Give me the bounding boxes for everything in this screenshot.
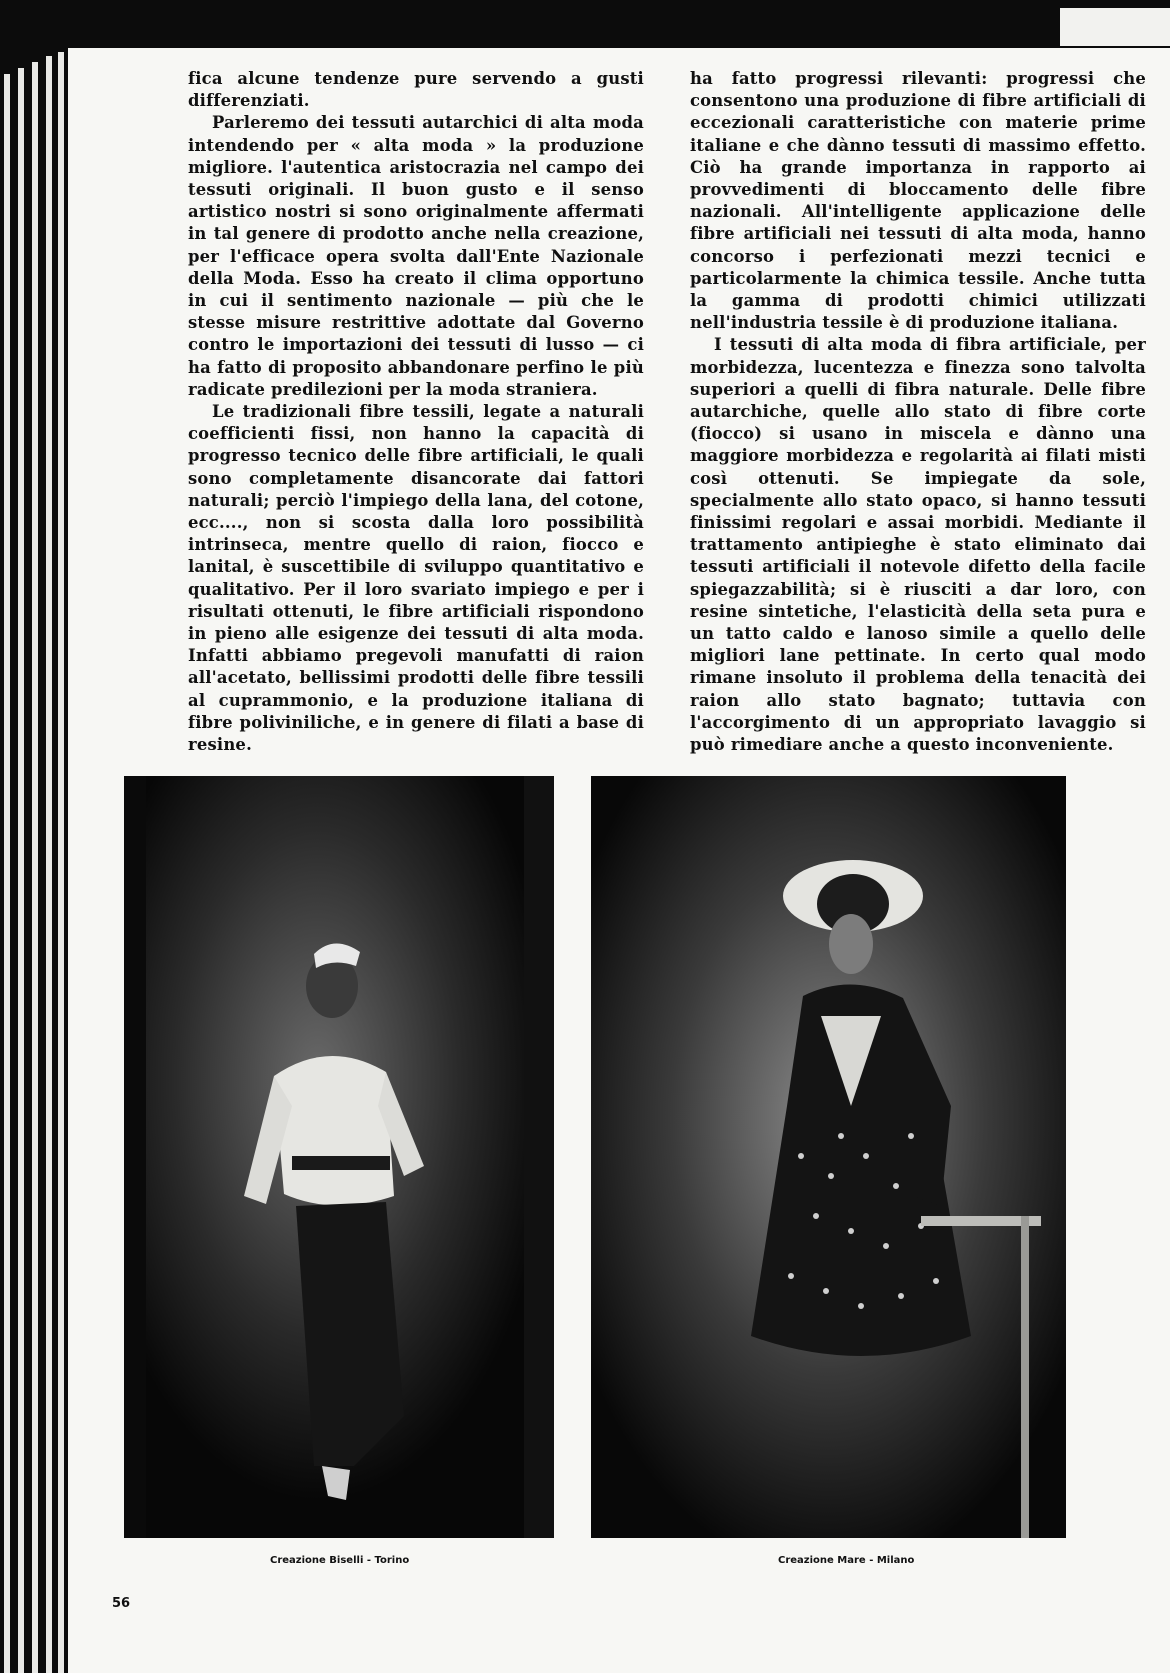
page-number: 56 <box>112 1596 131 1611</box>
fashion-photo-right <box>591 776 1066 1538</box>
left-text-column <box>188 68 644 756</box>
fashion-photo-left <box>124 776 554 1538</box>
page-edge <box>18 68 24 1673</box>
page-edge <box>58 52 64 1673</box>
paragraph: fica alcune tendenze pure servendo a gusti differenziati. <box>188 69 644 111</box>
paragraph: I tessuti di alta moda di fibra artificiale, per morbidezza, lucentezza e finezza sono talvolta superiori a quelli di fibra naturale. Delle fibre autarchiche, quelle allo stato di fibre corte (fiocco) si usano in miscela e dànno una maggiore morbidezza e regolarità ai filati misti così ottenuti. Se impiegate da sole, specialmente allo stato opaco, si hanno tessuti finissimi regolari e assai morbidi. Mediante il trattamento antipieghe è stato eliminato dai tessuti artificiali il notevole difetto della facile spiegazzabilità; si è riusciti a dar loro, con resine sintetiche, l'elasticità della seta pura e un tatto caldo e lanoso simile a quello delle migliori lane pettinate. In certo qual modo rimane insoluto il problema della tenacità dei raion allo stato bagnato; tuttavia con l'accorgimento di un appropriato lavaggio si può rimediare anche a questo inconveniente. <box>690 335 1146 755</box>
photo-caption-left: Creazione Biselli - Torino <box>270 1555 410 1566</box>
paragraph: ha fatto progressi rilevanti: progressi che consentono una produzione di fibre artificiali di eccezionali caratteristiche con materie prime italiane e che dànno tessuti di massimo effetto. Ciò ha grande importanza in rapporto ai provvedimenti di bloccamento delle fibre nazionali. All'intelligente applicazione delle fibre artificiali nei tessuti di alta moda, hanno concorso i perfezionati mezzi tecnici e particolarmente la chimica tessile. Anche tutta la gamma di prodotti chimici utilizzati nell'industria tessile è di produzione italiana. <box>690 69 1146 333</box>
page-edge <box>4 74 10 1673</box>
fashion-photo-right-image <box>591 776 1066 1538</box>
scan-edge-tab <box>1060 8 1170 46</box>
photo-caption-right: Creazione Mare - Milano <box>778 1555 915 1566</box>
page-edge <box>32 62 38 1673</box>
paragraph: Parleremo dei tessuti autarchici di alta moda intendendo per « alta moda » la produzione migliore. l'autentica aristocrazia nel campo dei tessuti originali. Il buon gusto e il senso artistico nostri si sono originalmente affermati in tal genere di prodotto anche nella creazione, per l'efficace opera svolta dall'Ente Nazionale della Moda. Esso ha creato il clima opportuno in cui il sentimento nazionale — più che le stesse misure restrittive adottate dal Governo contro le importazioni dei tessuti di lusso — ci ha fatto di proposito abbandonare perfino le più radicate predilezioni per la moda straniera. <box>188 113 644 399</box>
page-edge <box>46 56 52 1673</box>
right-text-column <box>690 68 1146 756</box>
fashion-photo-left-image <box>124 776 554 1538</box>
paragraph: Le tradizionali fibre tessili, legate a naturali coefficienti fissi, non hanno la capacità di progresso tecnico delle fibre artificiali, le quali sono completamente disancorate dai fattori naturali; perciò l'impiego della lana, del cotone, ecc...., non si scosta dalla loro possibilità intrinseca, mentre quello di raion, fiocco e lanital, è suscettibile di sviluppo quantitativo e qualitativo. Per il loro svariato impiego e per i risultati ottenuti, le fibre artificiali rispondono in pieno alle esigenze dei tessuti di alta moda. Infatti abbiamo pregevoli manufatti di raion all'acetato, bellissimi prodotti delle fibre tessili al cuprammonio, e la produzione italiana di fibre poliviniliche, e in genere di filati a base di resine. <box>188 402 644 755</box>
